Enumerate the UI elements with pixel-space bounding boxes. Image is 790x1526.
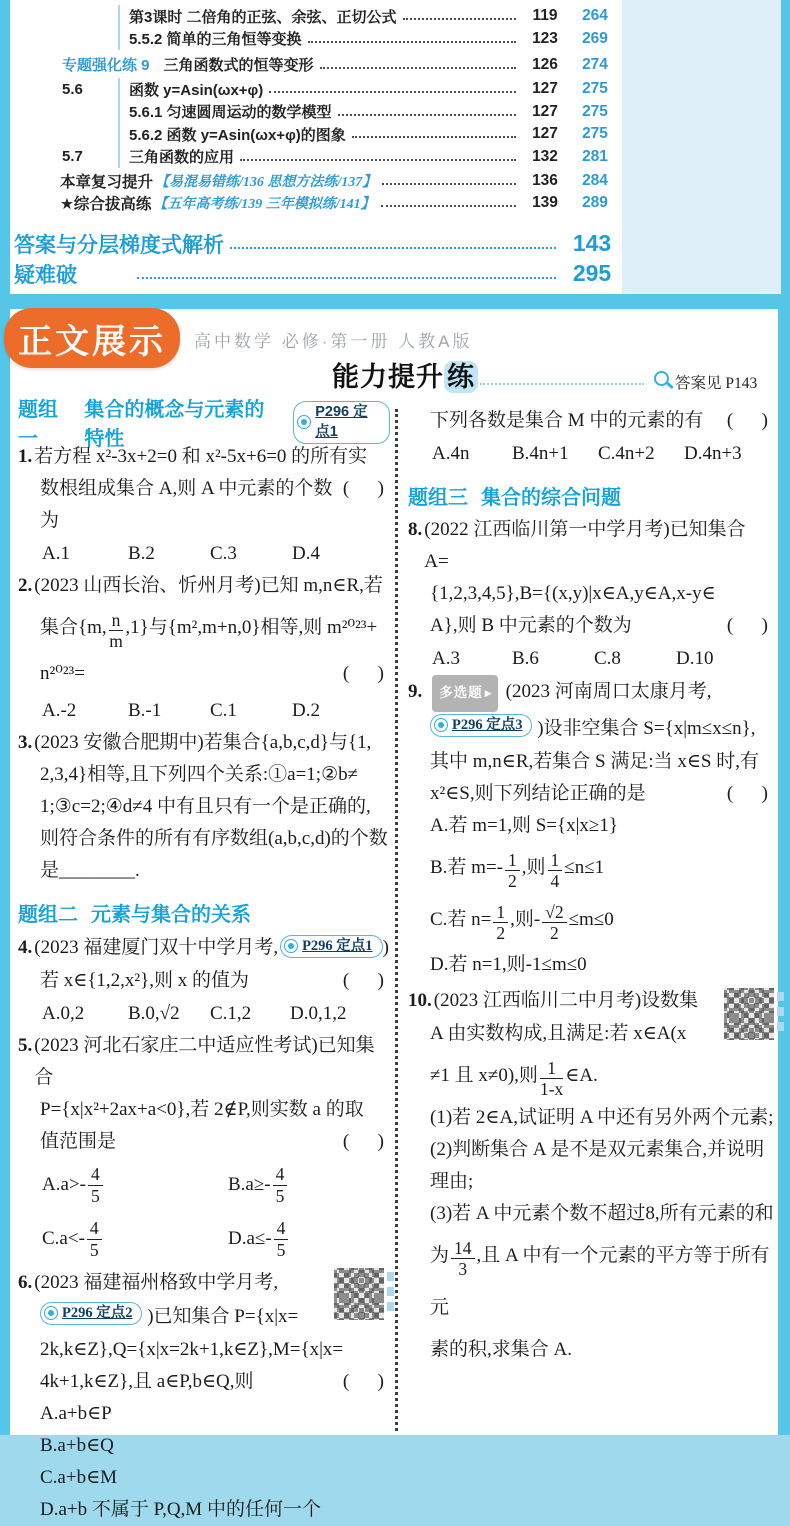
- toc-row: [10, 101, 622, 123]
- fraction: $\frac{1}{4}$: [548, 851, 563, 891]
- problem-text: 数根组成集合 A,则 A 中元素的个数为: [40, 478, 333, 531]
- options-row: [18, 694, 390, 727]
- option: D.10: [676, 648, 714, 669]
- toc-title: 三角函数的应用: [129, 149, 235, 167]
- toc-answer-page: 274: [582, 55, 608, 73]
- text-line: 其中 m,n∈R,若集合 S 满足:当 x∈S 时,有: [430, 751, 759, 772]
- toc-title: 第3课时 二倍角的正弦、余弦、正切公式: [129, 8, 397, 26]
- exercise-title-highlight: 练: [444, 361, 478, 393]
- toc-page-number: 119: [532, 7, 558, 25]
- options-row: [18, 1212, 390, 1266]
- sample-page: [10, 309, 778, 1520]
- text-line: 为 $\frac{14}{3}$ ,且 A 中有一个元素的平方等于所有元: [430, 1237, 770, 1318]
- option: A.a>- 4 5: [42, 1158, 228, 1212]
- group-header-1: [18, 399, 390, 450]
- option: C.8: [594, 648, 621, 669]
- fraction: 4 5: [273, 1165, 288, 1205]
- option: B.a+b∈Q: [40, 1435, 114, 1456]
- text-line: [408, 984, 774, 1018]
- text-line: (3)若 A 中元素个数不超过8,所有元素的和: [430, 1203, 774, 1224]
- divider-line: [118, 27, 120, 49]
- text-line: [408, 778, 774, 810]
- option: D.4: [292, 543, 320, 564]
- ref-badge-label: P296 定点3: [452, 717, 523, 733]
- problem-text: (2022 江西临川第一中学月考)已知集合 A=: [424, 519, 746, 572]
- toc-page-number: 123: [532, 29, 558, 47]
- option: C.1,2: [210, 1003, 252, 1024]
- dot-leader: [403, 18, 516, 20]
- divider-line: [118, 78, 120, 100]
- toc-answer-page: 264: [582, 7, 608, 25]
- option: B.0,√2: [128, 1003, 180, 1024]
- problem-text: A},则 B 中元素的个数为: [430, 615, 632, 636]
- problem-text: (2023 河南周口太康月考,: [505, 681, 712, 702]
- text-line: 素的积,求集合 A.: [430, 1339, 572, 1360]
- toc-answer-page: 275: [582, 125, 608, 143]
- fraction: 4 5: [274, 1219, 289, 1259]
- text-line: [18, 570, 390, 602]
- toc-subref: 【易混易错练/136 思想方法练/137】: [155, 174, 377, 190]
- options-row: [18, 997, 390, 1030]
- problem-3: [18, 727, 390, 887]
- problem-number: 2.: [18, 575, 33, 596]
- search-icon: [654, 371, 669, 386]
- group-title: 元素与集合的关系: [91, 903, 251, 926]
- qr-code: [334, 1268, 384, 1320]
- problem-text: 4k+1,k∈Z},且 a∈P,b∈Q,则: [40, 1371, 254, 1392]
- text-line: 则符合条件的所有有序数组(a,b,c,d)的个数: [40, 828, 388, 849]
- toc-title: 函数 y=Asin(ωx+φ): [129, 81, 264, 99]
- option: A.1: [42, 543, 70, 564]
- toc-row: [10, 192, 622, 214]
- exercise-title: [332, 355, 478, 394]
- dotted-rule: [480, 383, 644, 385]
- fraction: $\frac{1}{2}$: [493, 903, 508, 943]
- arrow-icon: ▶: [484, 688, 493, 698]
- toc-title: 5.6.1 匀速圆周运动的数学模型: [129, 104, 332, 122]
- toc-row: [10, 54, 622, 76]
- text-line: [18, 965, 390, 997]
- problem-9: [408, 675, 774, 984]
- option: A.3: [432, 648, 460, 669]
- toc-page-number: 127: [532, 102, 558, 120]
- group-header-2: [18, 895, 390, 929]
- text-line: [408, 610, 774, 642]
- text-line: 1;③c=2;④d≠4 中有且只有一个是正确的,: [40, 796, 371, 817]
- qr-code: [724, 988, 774, 1040]
- problem-text: x²∈S,则下列结论正确的是: [430, 783, 646, 804]
- fraction: 4 5: [87, 1219, 102, 1259]
- dot-leader: [320, 67, 516, 69]
- problem-number: 6.: [18, 1272, 33, 1293]
- toc-page-number: 132: [532, 147, 558, 165]
- text-line: [408, 514, 774, 578]
- dot-leader: [240, 159, 516, 161]
- toc-answer-page: 289: [582, 194, 608, 212]
- target-icon: [434, 718, 448, 732]
- group-title: 集合的综合问题: [481, 486, 621, 509]
- option: B.-1: [128, 700, 162, 721]
- group-title: 集合的概念与元素的特性: [84, 399, 265, 450]
- options-row: [408, 437, 774, 470]
- toc-row: [10, 170, 622, 192]
- problem-text: )设非空集合 S={x|m≤x≤n},: [537, 718, 756, 739]
- option: A.若 m=1,则 S={x|x≥1}: [430, 815, 618, 836]
- problem-10: [408, 984, 774, 1366]
- problem-6: [18, 1266, 390, 1526]
- text-line: 理由;: [430, 1171, 474, 1192]
- answer-reference: 答案见 P143: [675, 375, 758, 392]
- answer-paren: ( ): [342, 1131, 384, 1152]
- divider-line: [118, 5, 120, 27]
- dot-leader: [381, 205, 516, 207]
- toc-title: ★综合拔高练: [60, 196, 152, 214]
- problem-2: [18, 570, 390, 727]
- target-icon: [284, 939, 298, 953]
- ref-badge-label: P296 定点1: [315, 403, 368, 440]
- group-label: 题组二: [18, 903, 78, 926]
- options-row: [408, 642, 774, 675]
- ref-badge: [280, 935, 382, 958]
- toc-answer-page: 284: [582, 171, 608, 189]
- ref-badge-label: P296 定点1: [302, 938, 373, 954]
- toc-row: [10, 78, 622, 100]
- dot-leader: [137, 277, 556, 279]
- problem-5: [18, 1030, 390, 1266]
- text-line: (1)若 2∈A,试证明 A 中还有另外两个元素;: [430, 1107, 774, 1128]
- problem-number: 10.: [408, 990, 432, 1011]
- page-header: 高中数学 必修·第一册 人教A版: [194, 332, 473, 351]
- option: C.4n+2: [598, 443, 655, 464]
- option: C.a+b∈M: [40, 1467, 118, 1488]
- group-header-3: [408, 478, 774, 512]
- toc-big-row: [10, 259, 622, 289]
- toc-page: [10, 0, 622, 294]
- answer-paren: ( ): [342, 663, 384, 684]
- problem-text: 下列各数是集合 M 中的元素的有: [430, 410, 704, 431]
- section-badge: [4, 308, 180, 368]
- toc-row: [10, 123, 622, 145]
- text-line: [408, 675, 774, 712]
- options-row: [18, 1158, 390, 1212]
- toc-title: 5.5.2 简单的三角恒等变换: [129, 31, 302, 49]
- problem-number: 9.: [408, 681, 423, 702]
- right-column: [408, 405, 774, 1366]
- options-row: [18, 537, 390, 570]
- problem-text: 若方程 x²-3x+2=0 和 x²-5x+6=0 的所有实: [34, 446, 368, 467]
- toc-page-number: 295: [572, 260, 612, 287]
- ref-badge: [40, 1302, 142, 1325]
- toc-page-number: 127: [532, 125, 558, 143]
- toc-answer-page: 275: [582, 80, 608, 98]
- option: D.若 n=1,则-1≤m≤0: [430, 954, 587, 975]
- section-badge-label: 正文展示: [18, 322, 166, 361]
- text-line: 2,3,4}相等,且下列四个关系:①a=1;②b≠: [40, 764, 359, 785]
- problem-8: [408, 514, 774, 675]
- text-line: [18, 1126, 390, 1158]
- option: D.2: [292, 700, 320, 721]
- problem-number: 4.: [18, 937, 33, 958]
- text-line: [18, 727, 390, 759]
- option: B.a≥- 4 5: [228, 1158, 414, 1212]
- ref-badge: [430, 714, 532, 737]
- problem-text: (2023 江西临川二中月考)设数集: [433, 990, 699, 1011]
- toc-page-number: 126: [532, 55, 558, 73]
- option: A.a+b∈P: [40, 1403, 112, 1424]
- text-line: [408, 712, 774, 746]
- toc-answer-page: 275: [582, 102, 608, 120]
- answer-paren: ( ): [726, 615, 768, 636]
- text-line: (2)判断集合 A 是不是双元素集合,并说明: [430, 1139, 765, 1160]
- problem-7-continued: [408, 405, 774, 470]
- text-line: [18, 654, 390, 694]
- book-page-margin: [622, 0, 781, 294]
- answer-paren: ( ): [726, 783, 768, 804]
- toc-page-number: 139: [532, 194, 558, 212]
- problem-text: 若 x∈{1,2,x²},则 x 的值为: [40, 970, 250, 991]
- toc-title: 答案与分层梯度式解析: [14, 233, 224, 257]
- option: D.0,1,2: [290, 1003, 347, 1024]
- toc-num: 5.7: [62, 148, 83, 166]
- text-line: [18, 931, 390, 965]
- toc-title: 三角函数式的恒等变形: [163, 57, 314, 75]
- group-label: 题组三: [408, 486, 468, 509]
- fraction: 4 5: [88, 1165, 103, 1205]
- column-divider: [395, 409, 398, 1431]
- problem-text: 值范围是: [40, 1131, 117, 1152]
- toc-title: 本章复习提升: [60, 173, 154, 191]
- problem-text: 集合{m,: [40, 617, 107, 638]
- option: C.1: [210, 700, 237, 721]
- text-line: 是________.: [40, 860, 140, 881]
- dot-leader: [269, 91, 516, 93]
- toc-subref: 【五年高考练/139 三年模拟练/141】: [153, 197, 375, 213]
- text-line: [18, 1366, 390, 1398]
- option: D.4n+3: [684, 443, 742, 464]
- exercise-title-text: 能力提升: [332, 362, 444, 392]
- option: B.2: [128, 543, 155, 564]
- toc-row: [10, 145, 622, 167]
- text-line: ≠1 且 x≠0),则 $\frac{1}{1-x}$ ∈A.: [430, 1057, 598, 1099]
- text-line: A 由实数构成,且满足:若 x∈A(x: [430, 1023, 687, 1044]
- divider-line: [118, 101, 120, 123]
- text-line: [18, 602, 390, 654]
- fraction: $\frac{1}{1-x}$: [539, 1057, 564, 1099]
- problem-text: (2023 山西长治、忻州月考)已知 m,n∈R,若: [34, 575, 383, 596]
- problem-text: (2023 福建福州格致中学月考,: [34, 1272, 279, 1293]
- problem-number: 1.: [18, 446, 33, 467]
- problem-text: n²⁰²³=: [40, 663, 85, 684]
- answer-paren: ( ): [726, 410, 768, 431]
- toc-title: 疑难破: [14, 263, 77, 287]
- option: D.a+b 不属于 P,Q,M 中的任何一个: [40, 1499, 321, 1520]
- problem-text: (2023 安徽合肥期中)若集合{a,b,c,d}与{1,: [34, 732, 372, 753]
- toc-row: [10, 5, 622, 27]
- target-icon: [297, 415, 311, 429]
- option: A.4n: [432, 443, 470, 464]
- fraction: $\frac{n}{m}$: [109, 609, 123, 651]
- dot-leader: [338, 114, 516, 116]
- multi-choice-tag: 多选题 ▶: [432, 675, 497, 712]
- problem-text: (2023 福建厦门双十中学月考,: [34, 937, 279, 958]
- option: C.若 n= $\frac{1}{2}$ ,则- $\frac{√2}{2}$ ≤m≤0: [430, 901, 614, 943]
- option: D.a≤- 4 5: [228, 1212, 414, 1266]
- fraction: $\frac{14}{3}$: [451, 1239, 475, 1279]
- text-line: [18, 441, 390, 473]
- option: B.若 m=- $\frac{1}{2}$ ,则 $\frac{1}{4}$ ≤n≤1: [430, 849, 605, 891]
- answer-paren: ( ): [342, 1371, 384, 1392]
- problem-number: 8.: [408, 519, 423, 540]
- toc-title: 5.6.2 函数 y=Asin(ωx+φ)的图象: [129, 126, 346, 144]
- toc-page-number: 136: [532, 171, 558, 189]
- toc-page-number: 127: [532, 80, 558, 98]
- text-line: P={x|x²+2ax+a<0},若 2∉P,则实数 a 的取: [40, 1099, 364, 1120]
- text-line: [408, 405, 774, 437]
- toc-answer-page: 269: [582, 29, 608, 47]
- dot-leader: [382, 183, 516, 185]
- problem-text: (2023 河北石家庄二中适应性考试)已知集合: [34, 1035, 375, 1088]
- option: B.4n+1: [512, 443, 569, 464]
- dot-leader: [230, 247, 556, 249]
- problem-number: 5.: [18, 1035, 33, 1056]
- ref-badge: [293, 401, 390, 444]
- problem-text: ): [382, 937, 389, 958]
- fraction: $\frac{1}{2}$: [505, 851, 520, 891]
- toc-big-row: [10, 229, 622, 259]
- toc-answer-page: 281: [582, 147, 608, 165]
- problem-text: )已知集合 P={x|x=: [147, 1306, 299, 1327]
- left-column: [18, 399, 390, 1526]
- option: B.6: [512, 648, 539, 669]
- toc-row: [10, 27, 622, 49]
- text-line: [18, 473, 390, 537]
- problem-number: 3.: [18, 732, 33, 753]
- option: A.0,2: [42, 1003, 85, 1024]
- option: C.a<- 4 5: [42, 1212, 228, 1266]
- text-line: {1,2,3,4,5},B={(x,y)|x∈A,y∈A,x-y∈: [430, 583, 716, 604]
- toc-num: 5.6: [62, 80, 83, 98]
- divider-line: [118, 145, 120, 167]
- answer-paren: ( ): [342, 478, 384, 499]
- target-icon: [44, 1306, 58, 1320]
- dot-leader: [352, 136, 516, 138]
- dot-leader: [308, 41, 516, 43]
- problem-text: ,1}与{m²,m+n,0}相等,则 m²⁰²³+: [125, 617, 378, 638]
- option: C.3: [210, 543, 237, 564]
- text-line: 2k,k∈Z},Q={x|x=2k+1,k∈Z},M={x|x=: [40, 1339, 344, 1360]
- problem-4: [18, 931, 390, 1030]
- text-line: [18, 1030, 390, 1094]
- ref-badge-label: P296 定点2: [62, 1305, 133, 1321]
- answer-paren: ( ): [342, 970, 384, 991]
- problem-1: [18, 441, 390, 570]
- fraction: $\frac{√2}{2}$: [542, 903, 566, 943]
- group-label: 题组一: [18, 399, 58, 450]
- toc-page-number: 143: [572, 230, 612, 257]
- option: A.-2: [42, 700, 77, 721]
- divider-line: [118, 123, 120, 145]
- toc-special-label: 专题强化练 9: [62, 57, 150, 75]
